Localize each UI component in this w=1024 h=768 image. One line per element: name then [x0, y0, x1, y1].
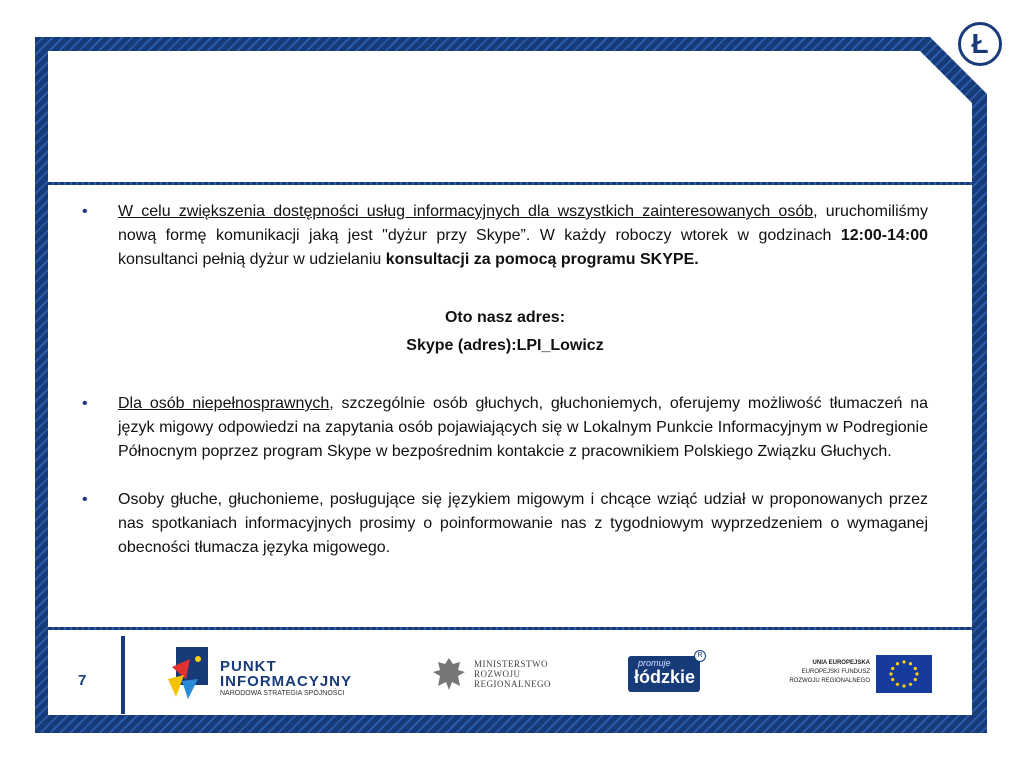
bullet-1-bold-end: konsultacji za pomocą programu SKYPE. [385, 251, 699, 268]
header-divider [48, 182, 972, 185]
eu-line3: ROZWOJU REGIONALNEGO [789, 678, 870, 684]
eu-logo [778, 655, 932, 695]
footer-divider [48, 627, 972, 630]
ministry-text [474, 659, 551, 689]
slide-content [82, 200, 928, 560]
eu-flag-icon [876, 655, 932, 693]
bullet-icon: • [82, 491, 88, 508]
lowicz-logo-icon: Ł [958, 22, 1002, 66]
eu-text [789, 659, 870, 686]
bullet-1-underlined: W celu zwiększenia dostępności usług informacyjnych dla wszystkich zainteresowanych osób [118, 203, 814, 220]
lodzkie-top: promuje [638, 658, 671, 668]
bullet-icon: • [82, 395, 88, 412]
eu-line1: UNIA EUROPEJSKA [812, 660, 870, 666]
punkt-line2: INFORMACYJNY [220, 673, 353, 690]
address-line: Skype (adres):LPI_Lowicz [406, 337, 604, 354]
ministry-line1: MINISTERSTWO [474, 659, 548, 669]
eagle-icon [432, 656, 466, 692]
registered-icon: R [694, 650, 706, 662]
page-number: 7 [78, 672, 87, 689]
promuje-lodzkie-logo [628, 650, 708, 694]
bullet-1-hours: 12:00-14:00 [840, 227, 928, 244]
bullet-2-underlined: Dla osób niepełnosprawnych [118, 395, 330, 412]
lodzkie-main: łódzkie [634, 667, 696, 687]
bullet-2-text: , szczególnie osób głuchych, głuchoniemych, oferujemy możliwość tłumaczeń na język migowy odpowiedzi na zapytania osób pojawiających się w Lokalnym Punkcie Informacyjnym w Podregionie Północnym poprzez program Skype w bezpośrednim kontakcie z pracownikiem Polskiego Związku Głuchych. [118, 395, 928, 460]
ministry-line2: ROZWOJU [474, 669, 521, 679]
punkt-line1: PUNKT [220, 658, 277, 675]
bullet-deaf-info [82, 488, 928, 560]
bullet-skype-duty [82, 200, 928, 272]
ministry-line3: REGIONALNEGO [474, 679, 551, 689]
bullet-1-text-b: konsultanci pełnią dyżur w udzielaniu [118, 251, 386, 268]
ministry-logo [432, 656, 572, 696]
bullet-1-text-a: , uruchomiliśmy nową formę komunikacji jaką jest "dyżur przy Skype”. W każdy roboczy wtorek w godzinach [118, 203, 928, 244]
bullet-icon: • [82, 203, 88, 220]
punkt-informacyjny-logo [168, 645, 358, 701]
bullet-sign-language [82, 392, 928, 464]
footer-vertical-divider [121, 636, 125, 714]
address-heading: Oto nasz adres: [444, 309, 566, 326]
punkt-flag-icon [168, 645, 210, 701]
eu-line2: EUROPEJSKI FUNDUSZ [801, 669, 870, 675]
punkt-line3: NARODOWA STRATEGIA SPÓJNOŚCI [220, 690, 345, 697]
bullet-3-text: Osoby głuche, głuchonieme, posługujące się językiem migowym i chcące wziąć udział w proponowanych przez nas spotkaniach informacyjnych prosimy o poinformowanie nas z tygodniowym wyprzedzeniem o wymaganej obecności tłumacza języka migowego. [118, 491, 928, 556]
